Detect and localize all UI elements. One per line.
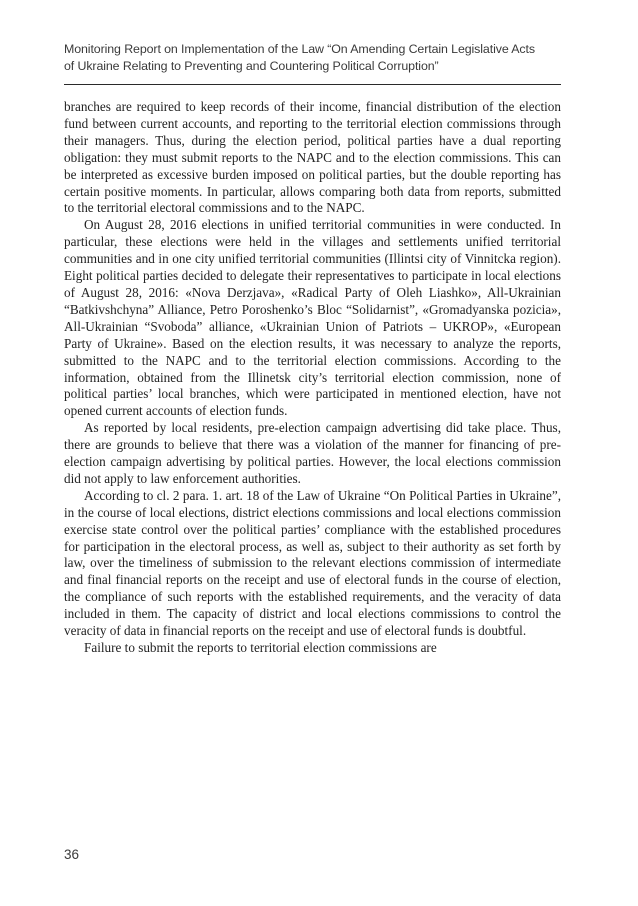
paragraph-local-residents: As reported by local residents, pre-election campaign advertising did take place. Thus, there are grounds to believe that there was a violation of the manner for financing of pre-election campaign advertising by political parties. However, the local elections commission did not apply to law enforcement authorities. bbox=[64, 420, 561, 486]
running-header-line-2: of Ukraine Relating to Preventing and Countering Political Corruption” bbox=[64, 59, 439, 73]
page-number: 36 bbox=[64, 847, 80, 862]
header-divider bbox=[64, 84, 561, 85]
running-header bbox=[64, 41, 564, 75]
paragraph-law-article-18: According to cl. 2 para. 1. art. 18 of the Law of Ukraine “On Political Parties in Ukraine”, in the course of local elections, district elections commissions and local elections commission exercise state control over the political parties’ compliance with the established procedures for participation in the electoral process, as well as, subject to their authority as set forth by law, over the timeliness of submission to the relevant elections commission of intermediate and final financial reports on the receipt and use of electoral funds in the course of election, the compliance of such reports with the established requirements, and the veracity of data included in them. The capacity of district and local elections commissions to control the veracity of data in financial reports on the receipt and use of electoral funds is doubtful. bbox=[64, 487, 561, 639]
body-text bbox=[64, 99, 561, 657]
paragraph-elections-august-28: On August 28, 2016 elections in unified territorial communities in were conducted. In particular, these elections were held in the villages and settlements unified territorial communities and in one city unified territorial communities (Illintsi city of Vinnitcka region). Eight political parties decided to delegate their representatives to participate in local elections of August 28, 2016: «Nova Derzjava», «Radical Party of Oleh Liashko», All-Ukrainian “Batkivshchyna” Alliance, Petro Poroshenko’s Bloc “Solidarnist”, «Gromadyanska pozicia», All-Ukrainian “Svoboda” alliance, «Ukrainian Union of Patriots – UKROP», «European Party of Ukraine». Based on the election results, it was necessary to analyze the reports, submitted to the NAPC and to the territorial election commissions. According to the information, obtained from the Illinetsk city’s territorial election commission, none of political parties’ local branches, which were participated in mentioned election, have not opened current accounts of election funds. bbox=[64, 217, 561, 419]
running-header-line-1: Monitoring Report on Implementation of the Law “On Amending Certain Legislative Acts bbox=[64, 42, 535, 56]
paragraph-failure-to-submit: Failure to submit the reports to territorial election commissions are bbox=[84, 640, 437, 655]
paragraph-continued: branches are required to keep records of their income, financial distribution of the election fund between current accounts, and reporting to the territorial election commissions through their managers. Thus, during the election period, political parties have a dual reporting obligation: they must submit reports to the NAPC and to the election commissions. This can be interpreted as excessive burden imposed on political parties, but the double reporting has certain positive moments. In particular, allows comparing both data from reports, submitted to the territorial electoral commissions and to the NAPC. bbox=[64, 99, 561, 216]
